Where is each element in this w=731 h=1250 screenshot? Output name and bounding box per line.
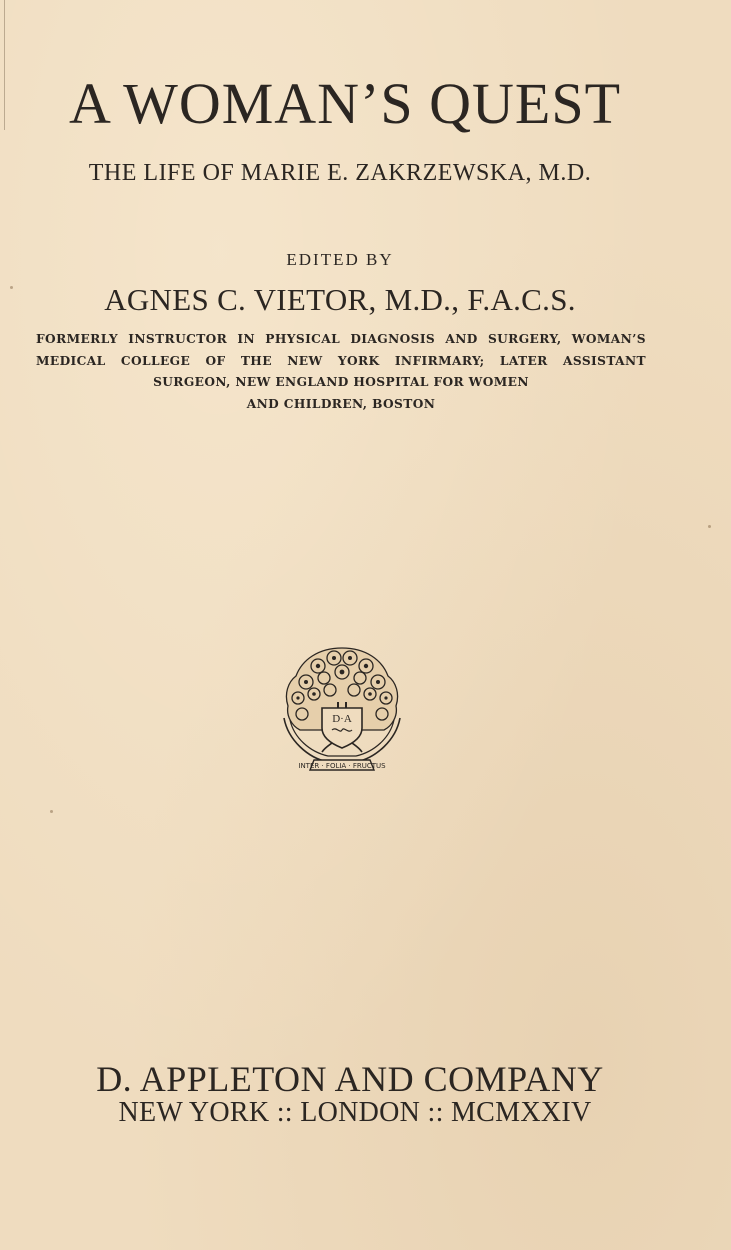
emblem-monogram: D·A xyxy=(332,713,352,725)
emblem-motto: INTER · FOLIA · FRUCTUS xyxy=(298,762,386,770)
paper-speck xyxy=(10,286,13,289)
paper-speck xyxy=(708,525,711,528)
editor-credentials xyxy=(36,329,646,415)
paper-speck xyxy=(50,810,53,813)
credentials-line: SURGEON, NEW ENGLAND HOSPITAL FOR WOMEN xyxy=(153,375,529,389)
credentials-line: AND CHILDREN, BOSTON xyxy=(246,396,436,411)
publisher-imprint: NEW YORK :: LONDON :: MCMXXIV xyxy=(118,1097,592,1128)
credentials-line: MEDICAL COLLEGE OF THE NEW YORK INFIRMARY; LATER ASSISTANT xyxy=(36,353,646,368)
publisher-name: D. APPLETON AND COMPANY xyxy=(96,1059,604,1099)
book-title: A WOMAN’S QUEST xyxy=(68,71,622,136)
book-subtitle: THE LIFE OF MARIE E. ZAKRZEWSKA, M.D. xyxy=(88,160,592,186)
editor-name: AGNES C. VIETOR, M.D., F.A.C.S. xyxy=(104,282,576,317)
edited-by-label: EDITED BY xyxy=(286,250,394,269)
credentials-line: FORMERLY INSTRUCTOR IN PHYSICAL DIAGNOSIS AND SURGERY, WOMAN’S xyxy=(36,332,646,346)
publisher-emblem-icon xyxy=(278,642,406,776)
